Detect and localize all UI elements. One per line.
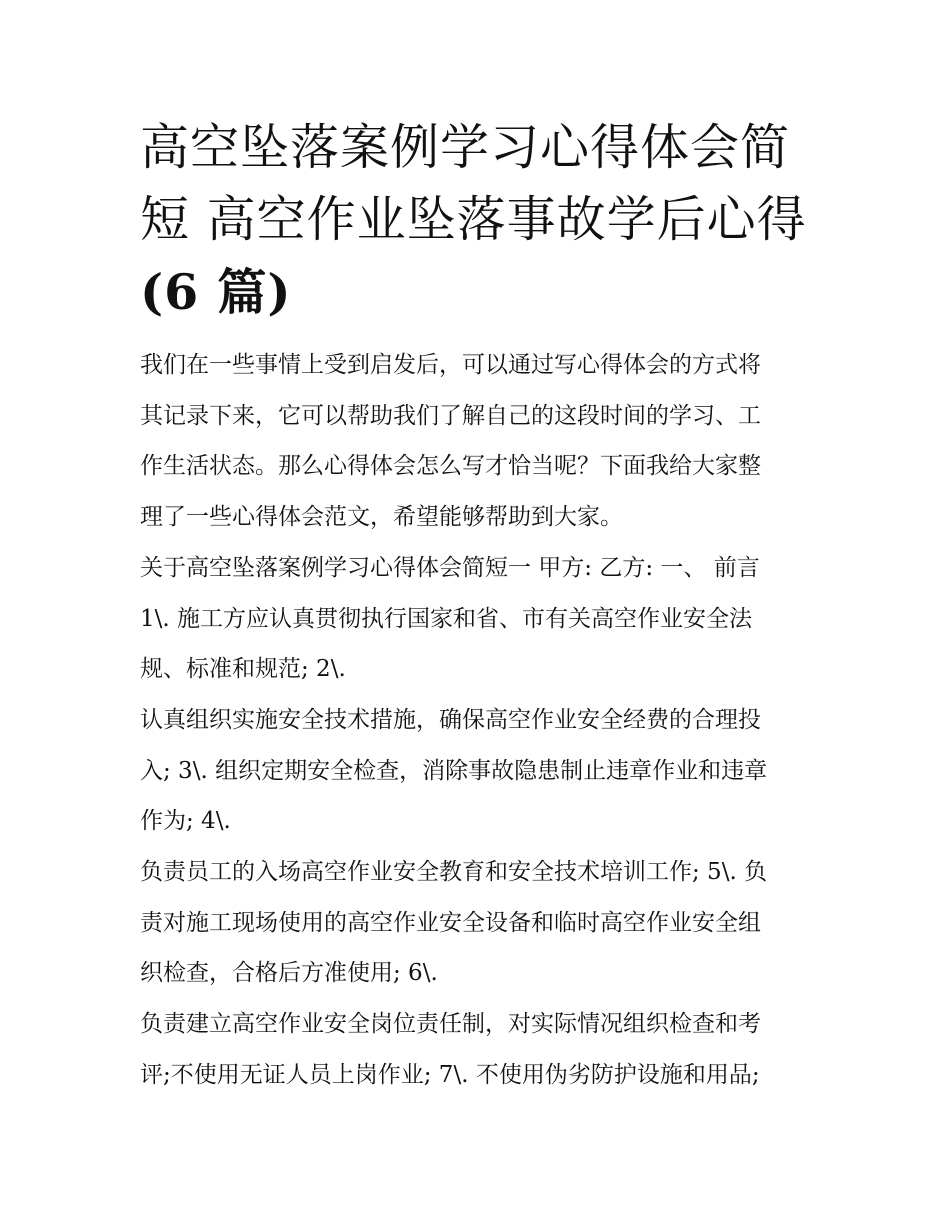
body-paragraph	[140, 695, 812, 847]
text-line: 评;不使用无证人员上岗作业; 7\. 不使用伪劣防护设施和用品;	[140, 1061, 760, 1088]
text-line: 我们在一些事情上受到启发后，可以通过写心得体会的方式将	[140, 352, 761, 378]
text-line: 理了一些心得体会范文，希望能够帮助到大家。	[140, 504, 623, 531]
text-line: 其记录下来，它可以帮助我们了解自己的这段时间的学习、工	[140, 402, 761, 429]
title-line: (6 篇)	[140, 263, 292, 321]
text-line: 作为; 4\.	[140, 808, 231, 835]
text-line: 责对施工现场使用的高空作业安全设备和临时高空作业安全组	[140, 909, 761, 936]
document-title	[140, 112, 812, 328]
text-line: 1\. 施工方应认真贯彻执行国家和省、市有关高空作业安全法	[140, 605, 753, 632]
body-paragraph	[140, 999, 812, 1100]
text-line: 负责建立高空作业安全岗位责任制，对实际情况组织检查和考	[140, 1011, 761, 1038]
intro-paragraph	[140, 340, 812, 543]
body-paragraph	[140, 847, 812, 999]
text-line: 规、标准和规范; 2\.	[140, 656, 346, 683]
text-line: 作生活状态。那么心得体会怎么写才恰当呢？下面我给大家整	[140, 453, 761, 480]
text-line: 织检查，合格后方准使用; 6\.	[140, 960, 438, 987]
document-content	[140, 112, 812, 1101]
text-line: 负责员工的入场高空作业安全教育和安全技术培训工作; 5\. 负	[140, 859, 768, 886]
text-line: 认真组织实施安全技术措施，确保高空作业安全经费的合理投	[140, 706, 761, 733]
text-line: 入; 3\. 组织定期安全检查，消除事故隐患制止违章作业和违章	[140, 757, 768, 784]
title-line: 高空坠落案例学习心得体会简	[140, 119, 791, 176]
text-line: 关于高空坠落案例学习心得体会简短一 甲方: 乙方: 一、 前言	[140, 554, 760, 581]
title-line: 短 高空作业坠落事故学后心得	[140, 191, 807, 248]
body-paragraph	[140, 543, 812, 695]
